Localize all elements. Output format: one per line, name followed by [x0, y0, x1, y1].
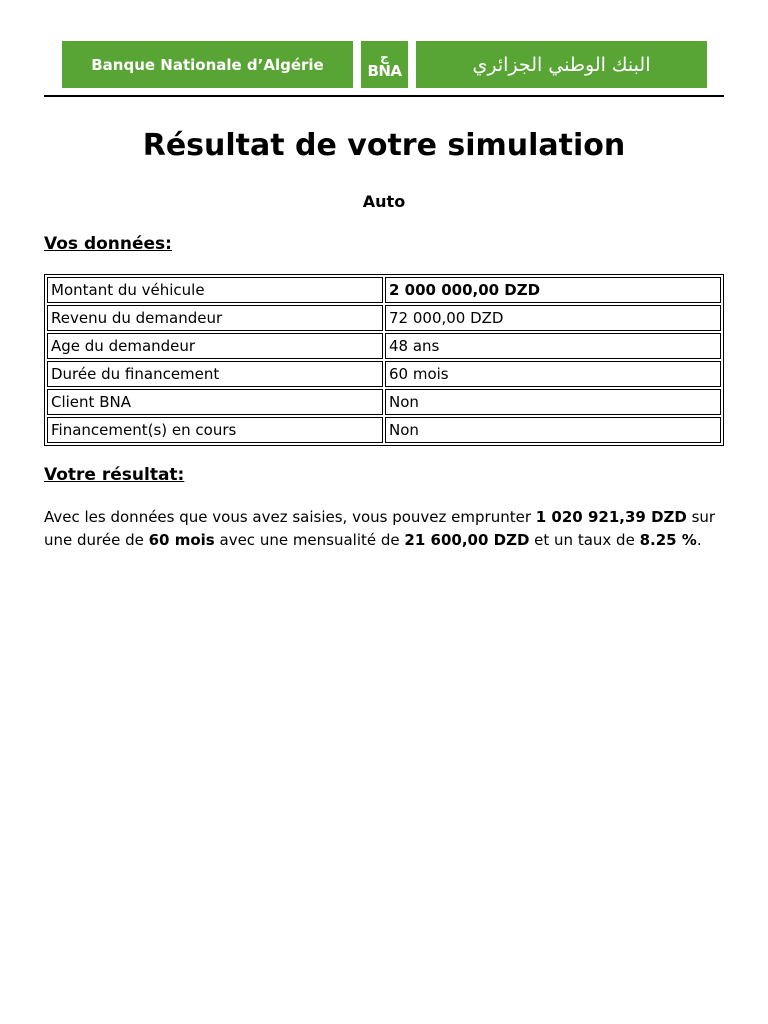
table-row — [47, 305, 721, 331]
result-text-part: avec une mensualité de — [214, 530, 405, 549]
bna-logo — [361, 41, 408, 88]
data-table — [44, 274, 724, 446]
row-value: 48 ans — [385, 333, 721, 359]
result-text-part: sur une durée de — [44, 508, 716, 549]
bank-name-arabic: البنك الوطني الجزائري — [416, 41, 707, 88]
row-label: Client BNA — [47, 389, 383, 415]
bna-logo-mark-icon: ج — [380, 49, 389, 64]
row-label: Financement(s) en cours — [47, 417, 383, 443]
result-text-part: Avec les données que vous avez saisies, vous pouvez emprunter — [44, 508, 536, 526]
monthly-payment: 21 600,00 DZD — [404, 530, 530, 549]
interest-rate: 8.25 % — [639, 530, 697, 549]
header-banner — [62, 41, 707, 88]
bna-logo-text: BNA — [367, 61, 402, 80]
loan-amount: 1 020 921,39 DZD — [535, 508, 687, 526]
row-label: Age du demandeur — [47, 333, 383, 359]
row-label: Montant du véhicule — [47, 277, 383, 303]
loan-duration: 60 mois — [148, 530, 215, 549]
page-title: Résultat de votre simulation — [142, 128, 626, 163]
table-row — [47, 389, 721, 415]
row-label: Revenu du demandeur — [47, 305, 383, 331]
row-value: Non — [385, 417, 721, 443]
table-row — [47, 277, 721, 303]
row-value: Non — [385, 389, 721, 415]
row-value: 60 mois — [385, 361, 721, 387]
table-row — [47, 333, 721, 359]
row-value: 2 000 000,00 DZD — [385, 277, 721, 303]
result-text-part: et un taux de — [529, 530, 640, 549]
table-row — [47, 361, 721, 387]
row-value: 72 000,00 DZD — [385, 305, 721, 331]
result-text-part: . — [696, 530, 702, 549]
result-section-heading: Votre résultat: — [44, 465, 185, 485]
header-divider — [44, 95, 724, 97]
table-row — [47, 417, 721, 443]
data-section-heading: Vos données: — [44, 234, 172, 254]
bank-name-french: Banque Nationale d’Algérie — [62, 41, 353, 88]
product-type: Auto — [362, 192, 406, 211]
row-label: Durée du financement — [47, 361, 383, 387]
result-paragraph — [44, 506, 724, 551]
